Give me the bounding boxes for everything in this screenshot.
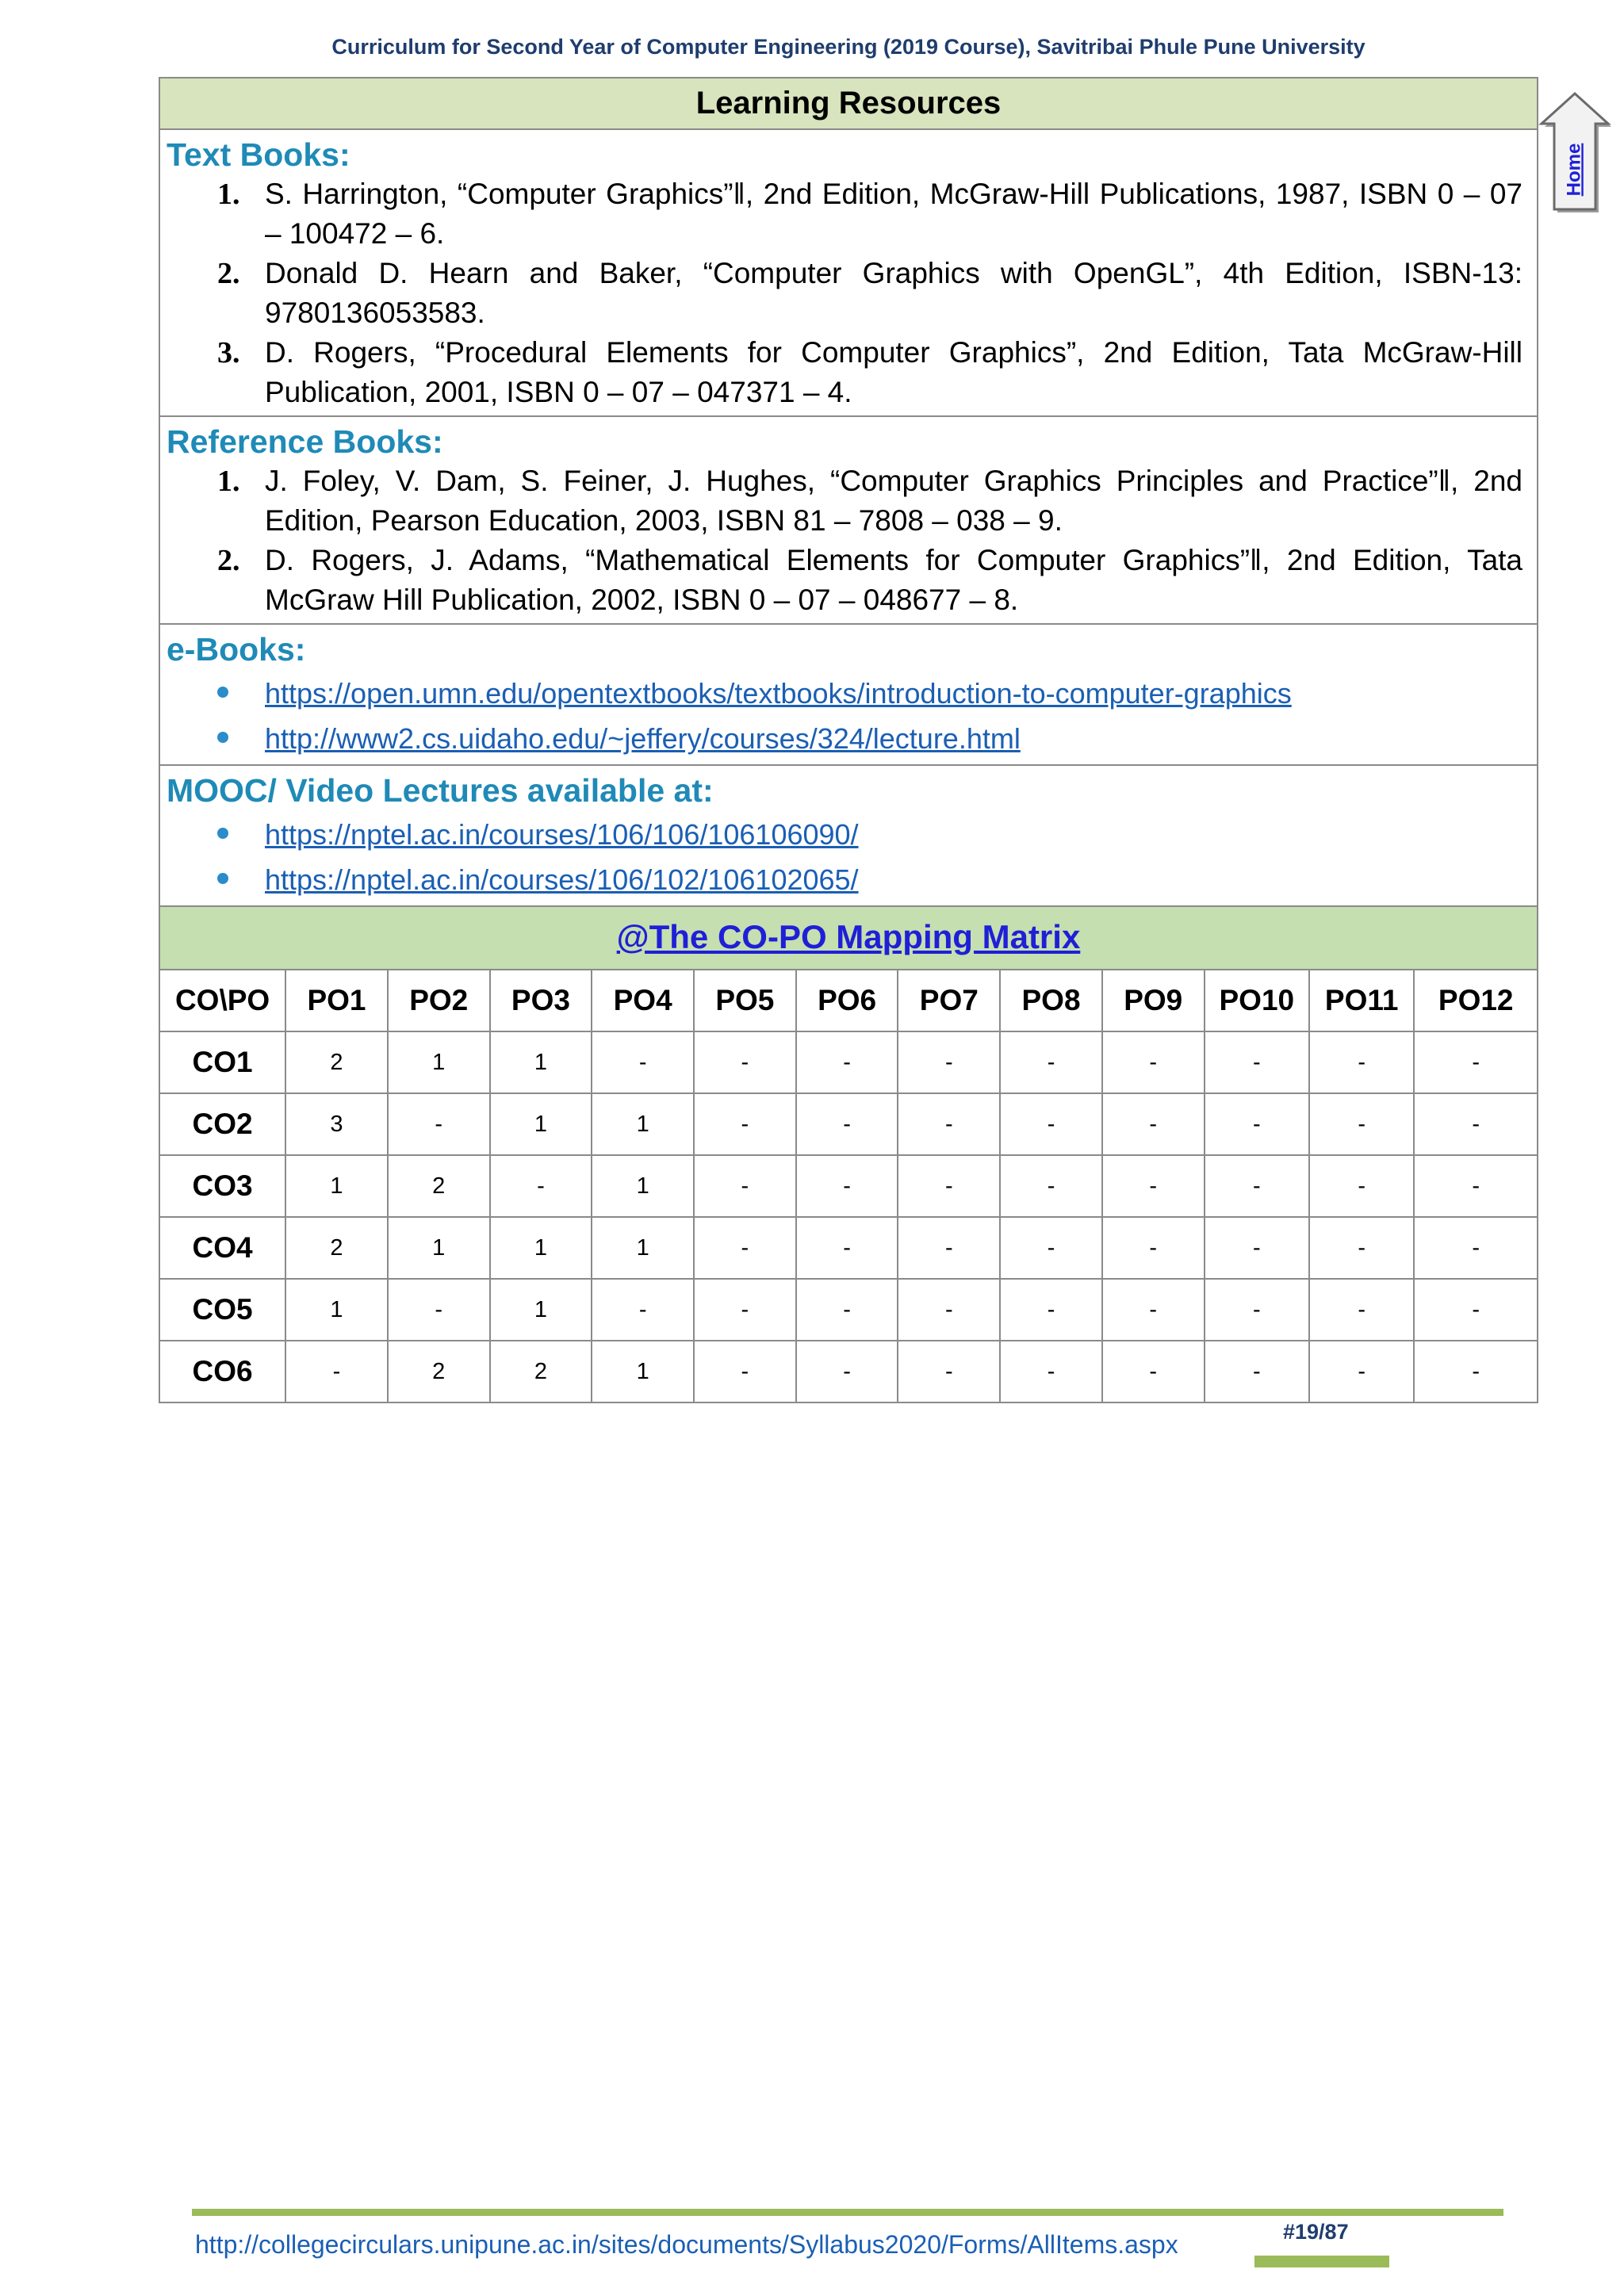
matrix-cell: - [1414, 1093, 1537, 1155]
resource-link[interactable]: http://www2.cs.uidaho.edu/~jeffery/courses/324/lecture.html [265, 722, 1021, 755]
book-item-text: D. Rogers, “Procedural Elements for Computer Graphics”, 2nd Edition, Tata McGraw-Hill Publication, 2001, ISBN 0 – 07 – 047371 – 4. [265, 336, 1522, 408]
matrix-cell: 1 [285, 1155, 388, 1217]
matrix-cell: 1 [592, 1217, 694, 1279]
matrix-cell: - [1309, 1217, 1414, 1279]
matrix-column-header: PO10 [1205, 970, 1309, 1031]
matrix-cell: - [1000, 1217, 1102, 1279]
bullet-icon [217, 687, 228, 698]
matrix-cell: - [796, 1155, 898, 1217]
co-po-matrix-table [160, 970, 1537, 1403]
matrix-row-label: CO4 [160, 1217, 285, 1279]
matrix-cell: 2 [388, 1155, 490, 1217]
ebooks-section [160, 625, 1537, 766]
matrix-cell: - [1102, 1093, 1205, 1155]
matrix-cell: - [1309, 1279, 1414, 1341]
matrix-row [160, 1155, 1537, 1217]
link-item [167, 671, 1522, 716]
mooc-section [160, 766, 1537, 907]
matrix-cell: - [285, 1341, 388, 1402]
matrix-cell: - [1000, 1031, 1102, 1093]
matrix-column-header: PO2 [388, 970, 490, 1031]
learning-resources-box [159, 77, 1538, 1403]
bullet-icon [217, 732, 228, 743]
matrix-cell: - [1205, 1093, 1309, 1155]
mooc-heading: MOOC/ Video Lectures available at: [167, 772, 714, 809]
matrix-cell: - [1000, 1093, 1102, 1155]
matrix-column-header: CO\PO [160, 970, 285, 1031]
matrix-cell: - [898, 1217, 1000, 1279]
book-item-text: Donald D. Hearn and Baker, “Computer Graphics with OpenGL”, 4th Edition, ISBN-13: 9780136053583. [265, 257, 1522, 329]
matrix-row-label: CO2 [160, 1093, 285, 1155]
reference-books-list [167, 461, 1522, 620]
matrix-row [160, 1031, 1537, 1093]
matrix-cell: - [1102, 1279, 1205, 1341]
matrix-cell: 2 [490, 1341, 592, 1402]
book-item-number: 1. [217, 465, 240, 498]
matrix-title-bar [160, 907, 1537, 970]
matrix-cell: 1 [592, 1341, 694, 1402]
matrix-cell: 1 [592, 1155, 694, 1217]
matrix-cell: - [592, 1031, 694, 1093]
book-item [167, 461, 1522, 541]
matrix-cell: - [694, 1093, 796, 1155]
matrix-cell: - [1205, 1279, 1309, 1341]
book-item-number: 3. [217, 336, 240, 369]
book-item-number: 2. [217, 257, 240, 290]
matrix-cell: - [898, 1093, 1000, 1155]
matrix-cell: 1 [490, 1031, 592, 1093]
matrix-cell: - [1414, 1279, 1537, 1341]
matrix-cell: - [592, 1279, 694, 1341]
home-label: Home [1563, 143, 1585, 197]
matrix-row [160, 1279, 1537, 1341]
matrix-cell: - [1205, 1217, 1309, 1279]
book-item-text: S. Harrington, “Computer Graphics”‖, 2nd Edition, McGraw-Hill Publications, 1987, ISBN 0 – 07 – 100472 – 6. [265, 178, 1522, 250]
book-item [167, 254, 1522, 333]
matrix-cell: - [796, 1093, 898, 1155]
matrix-column-header: PO5 [694, 970, 796, 1031]
matrix-column-header: PO7 [898, 970, 1000, 1031]
learning-resources-title: Learning Resources [160, 78, 1537, 130]
matrix-cell: - [1205, 1031, 1309, 1093]
home-arrow-icon [1537, 92, 1622, 216]
matrix-cell: - [898, 1279, 1000, 1341]
matrix-cell: - [1414, 1341, 1537, 1402]
matrix-cell: - [1102, 1217, 1205, 1279]
matrix-cell: - [388, 1279, 490, 1341]
matrix-row [160, 1341, 1537, 1402]
matrix-cell: - [694, 1155, 796, 1217]
matrix-cell: - [1309, 1155, 1414, 1217]
matrix-row-label: CO1 [160, 1031, 285, 1093]
matrix-cell: - [694, 1279, 796, 1341]
matrix-cell: 1 [388, 1031, 490, 1093]
matrix-column-header: PO12 [1414, 970, 1537, 1031]
matrix-cell: - [898, 1155, 1000, 1217]
matrix-body [160, 1031, 1537, 1402]
matrix-cell: - [1309, 1341, 1414, 1402]
book-item-number: 1. [217, 178, 240, 211]
bullet-icon [217, 873, 228, 884]
book-item [167, 333, 1522, 412]
matrix-cell: 2 [285, 1217, 388, 1279]
book-item-text: J. Foley, V. Dam, S. Feiner, J. Hughes, “Computer Graphics Principles and Practice”‖, 2nd Edition, Pearson Education, 2003, ISBN 81 – 7808 – 038 – 9. [265, 465, 1522, 537]
matrix-cell: - [1414, 1031, 1537, 1093]
matrix-header-row [160, 970, 1537, 1031]
ebooks-links [167, 669, 1522, 761]
matrix-cell: - [1102, 1031, 1205, 1093]
matrix-cell: - [1205, 1341, 1309, 1402]
page-header: Curriculum for Second Year of Computer Engineering (2019 Course), Savitribai Phule Pune University [331, 35, 1365, 59]
resource-link[interactable]: https://nptel.ac.in/courses/106/102/106102065/ [265, 863, 859, 896]
ebooks-heading: e-Books: [167, 631, 306, 668]
page-number-underline [1254, 2256, 1389, 2267]
matrix-cell: - [1414, 1217, 1537, 1279]
matrix-cell: 1 [490, 1093, 592, 1155]
book-item [167, 541, 1522, 620]
matrix-cell: - [1205, 1155, 1309, 1217]
matrix-cell: - [1309, 1093, 1414, 1155]
matrix-cell: 2 [285, 1031, 388, 1093]
matrix-cell: - [796, 1217, 898, 1279]
book-item-text: D. Rogers, J. Adams, “Mathematical Elements for Computer Graphics”‖, 2nd Edition, Tata McGraw Hill Publication, 2002, ISBN 0 – 07 – 048677 – 8. [265, 544, 1522, 616]
matrix-row-label: CO6 [160, 1341, 285, 1402]
matrix-row [160, 1217, 1537, 1279]
link-item [167, 716, 1522, 761]
bullet-icon [217, 828, 228, 839]
co-po-matrix-link[interactable]: @The CO-PO Mapping Matrix [616, 918, 1081, 955]
resource-link[interactable]: https://nptel.ac.in/courses/106/106/106106090/ [265, 818, 859, 851]
matrix-cell: - [1000, 1279, 1102, 1341]
matrix-cell: - [1102, 1341, 1205, 1402]
resource-link[interactable]: https://open.umn.edu/opentextbooks/textbooks/introduction-to-computer-graphics [265, 677, 1292, 710]
matrix-cell: - [1102, 1155, 1205, 1217]
matrix-column-header: PO1 [285, 970, 388, 1031]
matrix-cell: - [490, 1155, 592, 1217]
matrix-column-header: PO9 [1102, 970, 1205, 1031]
matrix-column-header: PO4 [592, 970, 694, 1031]
matrix-cell: - [796, 1341, 898, 1402]
matrix-column-header: PO8 [1000, 970, 1102, 1031]
matrix-cell: 1 [388, 1217, 490, 1279]
matrix-cell: - [796, 1279, 898, 1341]
text-books-section [160, 130, 1537, 417]
matrix-row-label: CO5 [160, 1279, 285, 1341]
matrix-column-header: PO11 [1309, 970, 1414, 1031]
matrix-row-label: CO3 [160, 1155, 285, 1217]
matrix-cell: 1 [285, 1279, 388, 1341]
matrix-cell: 1 [592, 1093, 694, 1155]
book-item [167, 174, 1522, 254]
matrix-cell: - [694, 1031, 796, 1093]
matrix-column-header: PO3 [490, 970, 592, 1031]
text-books-list [167, 174, 1522, 412]
matrix-cell: - [694, 1217, 796, 1279]
matrix-cell: - [694, 1341, 796, 1402]
text-books-heading: Text Books: [167, 136, 350, 173]
matrix-cell: 1 [490, 1279, 592, 1341]
book-item-number: 2. [217, 544, 240, 577]
matrix-cell: - [1000, 1155, 1102, 1217]
matrix-cell: - [1309, 1031, 1414, 1093]
link-item [167, 812, 1522, 857]
matrix-cell: - [898, 1341, 1000, 1402]
matrix-cell: 1 [490, 1217, 592, 1279]
link-item [167, 857, 1522, 902]
mooc-links [167, 810, 1522, 902]
page-number: #19/87 [1283, 2220, 1349, 2244]
matrix-cell: 3 [285, 1093, 388, 1155]
matrix-cell: - [796, 1031, 898, 1093]
reference-books-heading: Reference Books: [167, 423, 443, 460]
footer-rule [192, 2209, 1503, 2216]
reference-books-section [160, 417, 1537, 625]
matrix-cell: 2 [388, 1341, 490, 1402]
matrix-column-header: PO6 [796, 970, 898, 1031]
footer-url[interactable]: http://collegecirculars.unipune.ac.in/sites/documents/Syllabus2020/Forms/AllItems.aspx [195, 2230, 1178, 2259]
matrix-cell: - [388, 1093, 490, 1155]
matrix-cell: - [1414, 1155, 1537, 1217]
matrix-row [160, 1093, 1537, 1155]
matrix-cell: - [898, 1031, 1000, 1093]
home-button[interactable] [1537, 92, 1622, 216]
matrix-cell: - [1000, 1341, 1102, 1402]
